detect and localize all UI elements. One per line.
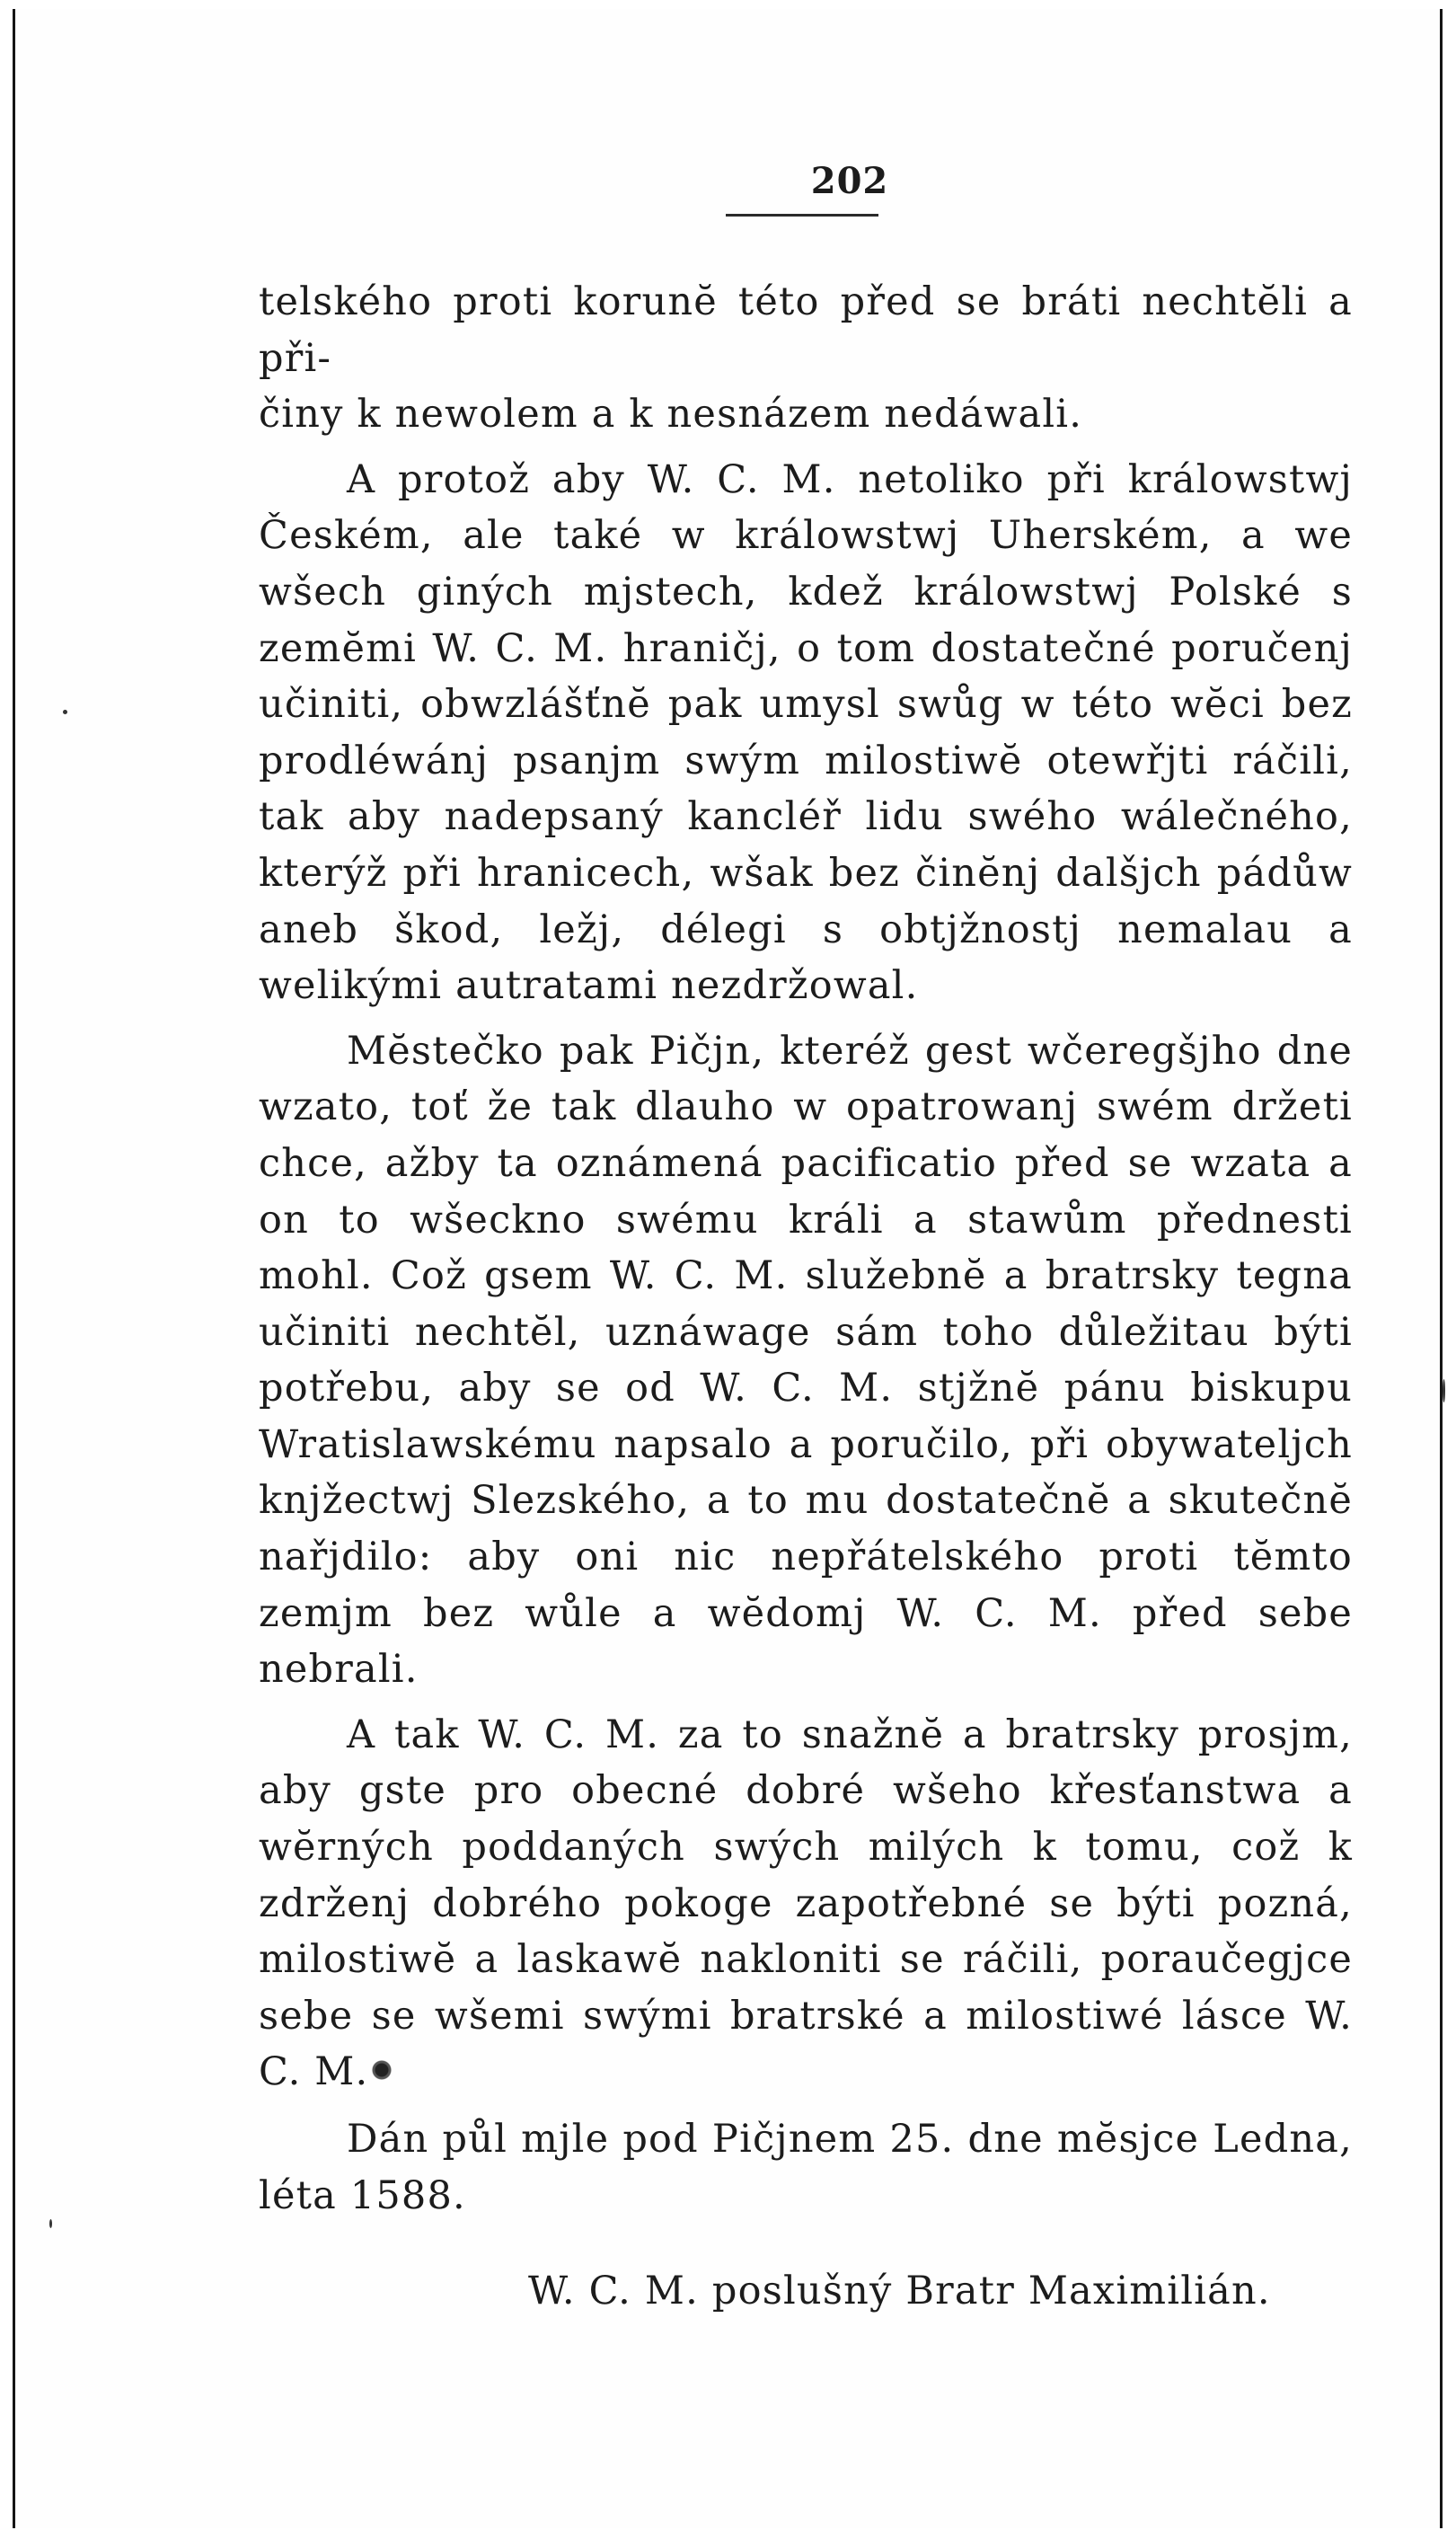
date-line: Dán půl mjle pod Pičjnem 25. dne mĕsjce Ledna, léta 1588. [259, 2117, 1353, 2218]
ink-speck [63, 710, 67, 714]
ink-speck [1443, 1379, 1445, 1402]
paragraph-mestecko: Mĕstečko pak Pičjn, kteréž gest wčeregšjho dne wzato, toť že tak dlauho w opatrowanj swém držeti chce, ažby ta oznámená pacificatio před se wzata a on to wšeckno swému králi a stawům přednesti mohl. Což gsem W. C. M. služebnĕ a bratrsky tegna učiniti nechtĕl, uznáwage sám toho důležitau býti potřebu, aby se od W. C. M. stjžnĕ pánu biskupu Wratislawskému napsalo a poručilo, při obywateljch knjžectwj Slezského, a to mu dostatečnĕ a skutečnĕ nařjdilo: aby oni nic nepřátelského proti tĕmto zemjm bez wůle a wĕdomj W. C. M. před sebe nebrali. [259, 1028, 1353, 1693]
paragraph-protoz: A protož aby W. C. M. netoliko při králowstwj Českém, ale také w králowstwj Uherském, a we wšech giných mjstech, kdež králowstwj Polské s zemĕmi W. C. M. hraničj, o tom dostatečné poručenj učiniti, obwzlášťnĕ pak umysl swůg w této wĕci bez prodléwánj psanjm swým milostiwĕ otewřjti ráčili, tak aby nadepsaný kancléř lidu swého wálečného, kterýž při hranicech, wšak bez činĕnj dalšjch pádůw aneb škod, ležj, délegi s obtjžnostj nemalau a welikými autratami nezdržowal. [259, 456, 1353, 1009]
ink-speck [49, 2219, 52, 2228]
body-text [259, 274, 1353, 2320]
signature-line: W. C. M. poslušný Bratr Maximilián. [528, 2269, 1271, 2314]
ornament-mark [372, 2060, 392, 2080]
page-number: 202 [810, 160, 889, 202]
page-number-rule [726, 214, 878, 217]
paragraph-a-tak: A tak W. C. M. za to snažnĕ a bratrsky prosjm, aby gste pro obecné dobré wšeho křesťanstwa a wĕrných poddaných swých milých k tomu, což k zdrženj dobrého pokoge zapotřebné se býti pozná, milostiwĕ a laskawĕ nakloniti se ráčili, poraučegjce sebe se wšemi swými bratrské a milostiwé lásce W. C. M. [259, 1712, 1353, 2095]
paragraph-continuation: telského proti korunĕ této před se bráti nechtĕli a při- činy k newolem a k nesnázem nedáwali. [259, 279, 1353, 438]
